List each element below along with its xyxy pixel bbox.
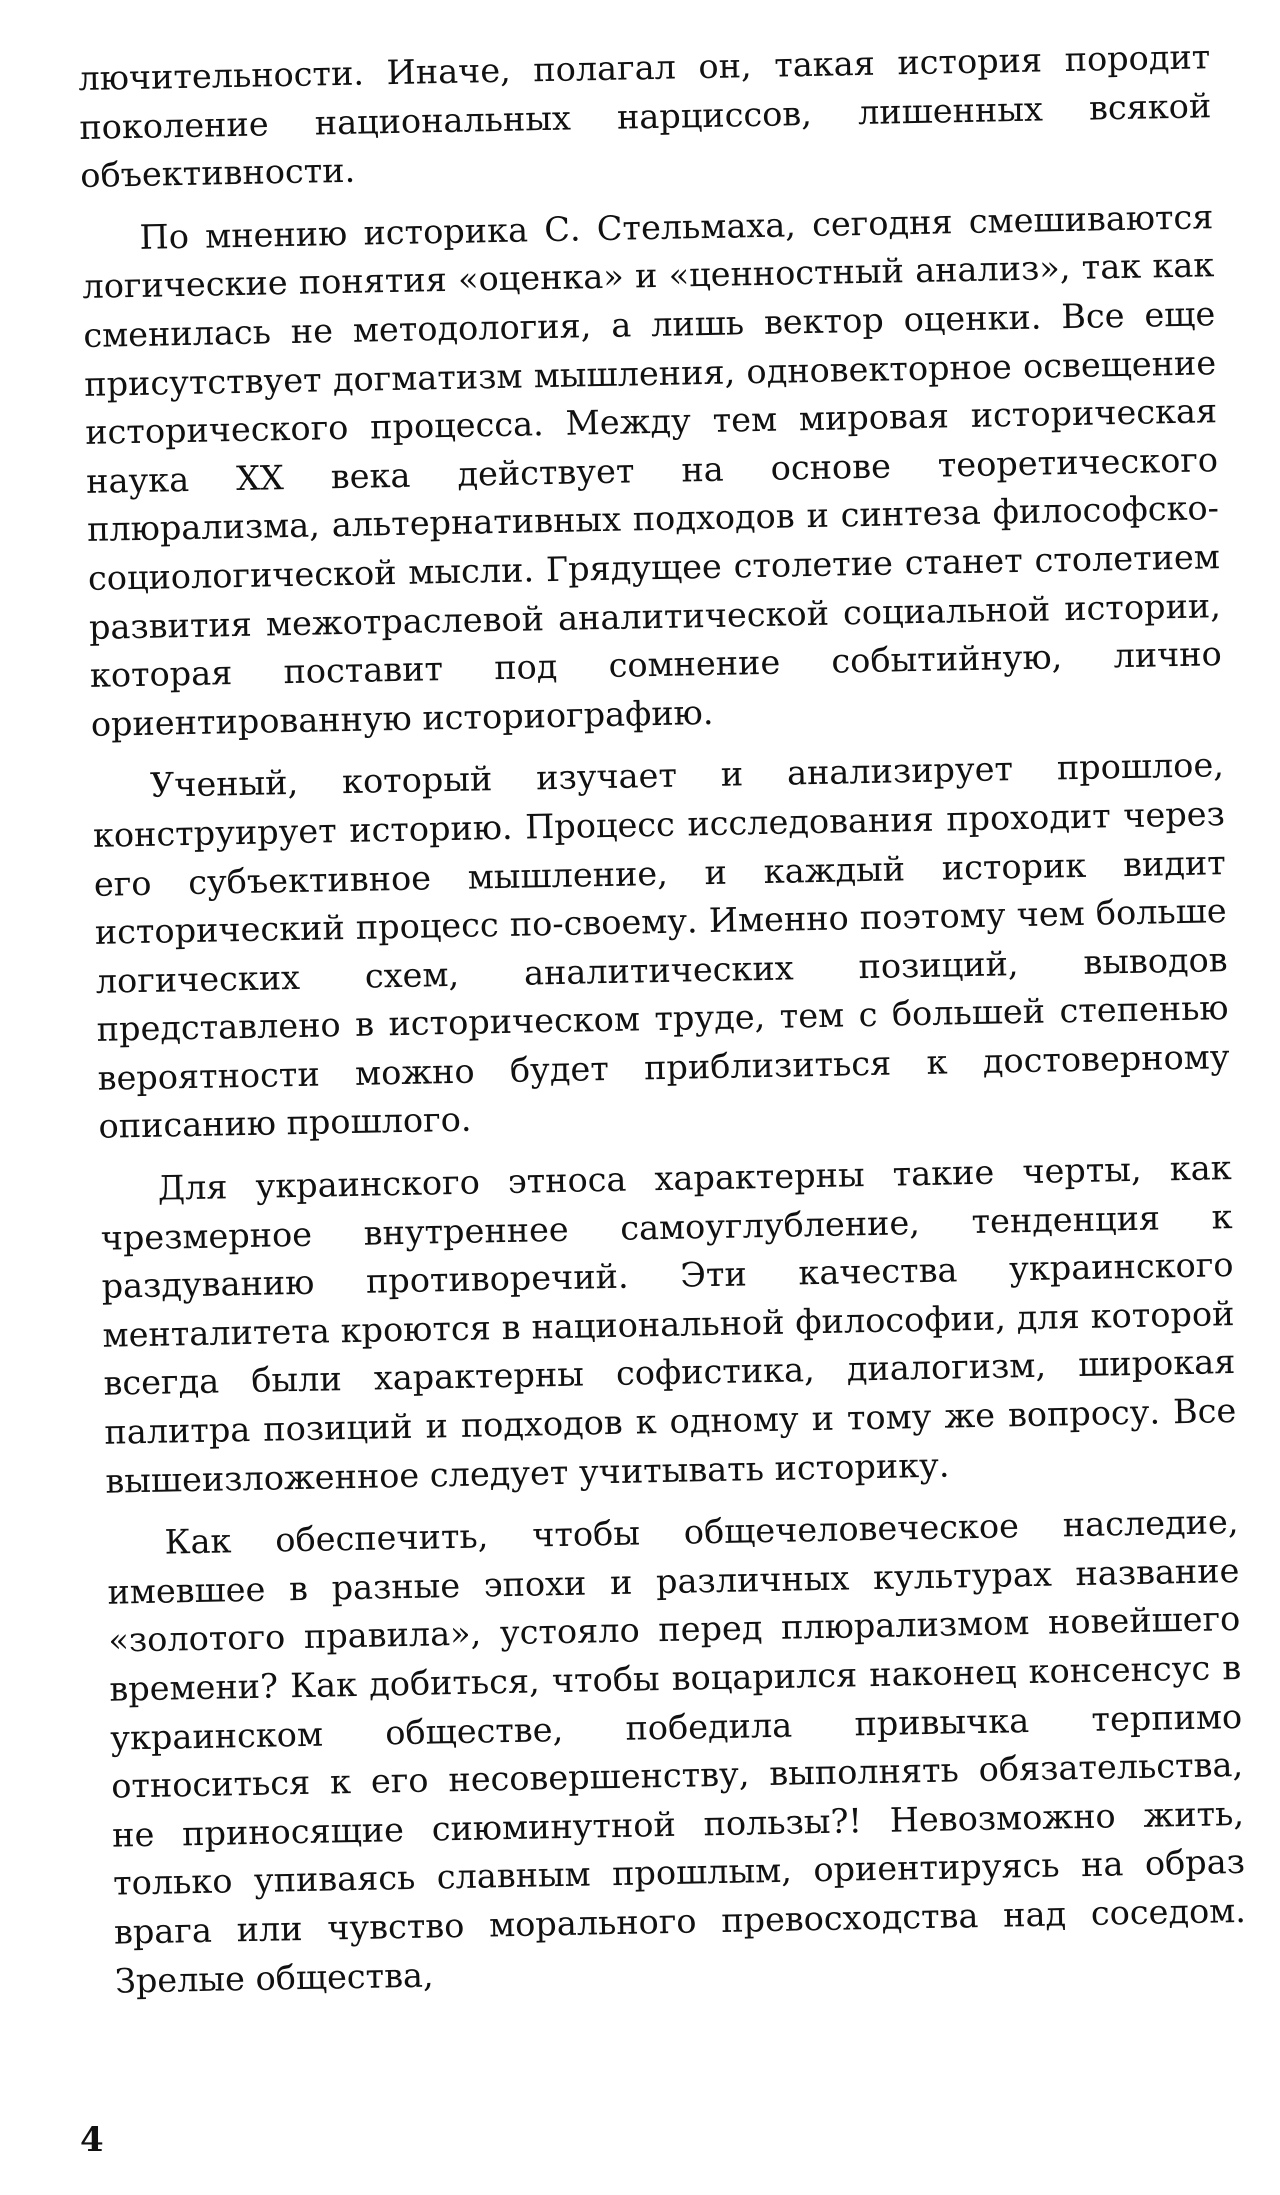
body-text: [78, 33, 1248, 2020]
page-number: 4: [80, 2120, 104, 2160]
paragraph-golden-rule: Как обеспечить, чтобы общечеловеческое наследие, имевшее в разные эпохи и различных культурах название «золотого правила», устояло перед плюрализмом новейшего времени? Как добиться, чтобы воцарился наконец консенсус в украинском обществе, победила привычка терпимо относиться к его несовершенству, выполнять обязательства, не приносящие сиюминутной пользы?! Невозможно жить, только упиваясь славным прошлым, ориентируясь на образ врага или чувство морального превосходства над соседом. Зрелые общества,: [107, 1502, 1247, 2001]
paragraph-ukrainian-ethnos: Для украинского этноса характерны такие черты, как чрезмерное внутреннее самоуглубление, тенденция к раздуванию противоречий. Эти качества украинского менталитета кроются в национальной философии, для которой всегда были характерны софистика, диалогизм, широкая палитра позиций и подходов к одному и тому же вопросу. Все вышеизложенное следует учитывать историку.: [100, 1148, 1237, 1501]
paragraph-continuation: лючительности. Иначе, полагал он, такая история породит поколение национальных нарциссов, лишенных всякой объективности.: [78, 37, 1212, 196]
paragraph-stelmakh-opinion: По мнению историка С. Стельмаха, сегодня смешиваются логические понятия «оценка» и «ценностный анализ», так как сменилась не методология, а лишь вектор оценки. Все еще присутствует догматизм мышления, одновекторное освещение исторического процесса. Между тем мировая историческая наука XX века действует на основе теоретического плюрализма, альтернативных подходов и синтеза философско-социологической мысли. Грядущее столетие станет столетием развития межотраслевой аналитической социальной истории, которая поставит под сомнение событийную, лично ориентированную историографию.: [82, 197, 1223, 744]
paragraph-scholar-constructs-history: Ученый, который изучает и анализирует прошлое, конструирует историю. Процесс исследования проходит через его субъективное мышление, и каждый историк видит исторический процесс по-своему. Именно поэтому чем больше логических схем, аналитических позиций, выводов представлено в историческом труде, тем с большей степенью вероятности можно будет приблизиться к достоверному описанию прошлого.: [92, 745, 1230, 1147]
